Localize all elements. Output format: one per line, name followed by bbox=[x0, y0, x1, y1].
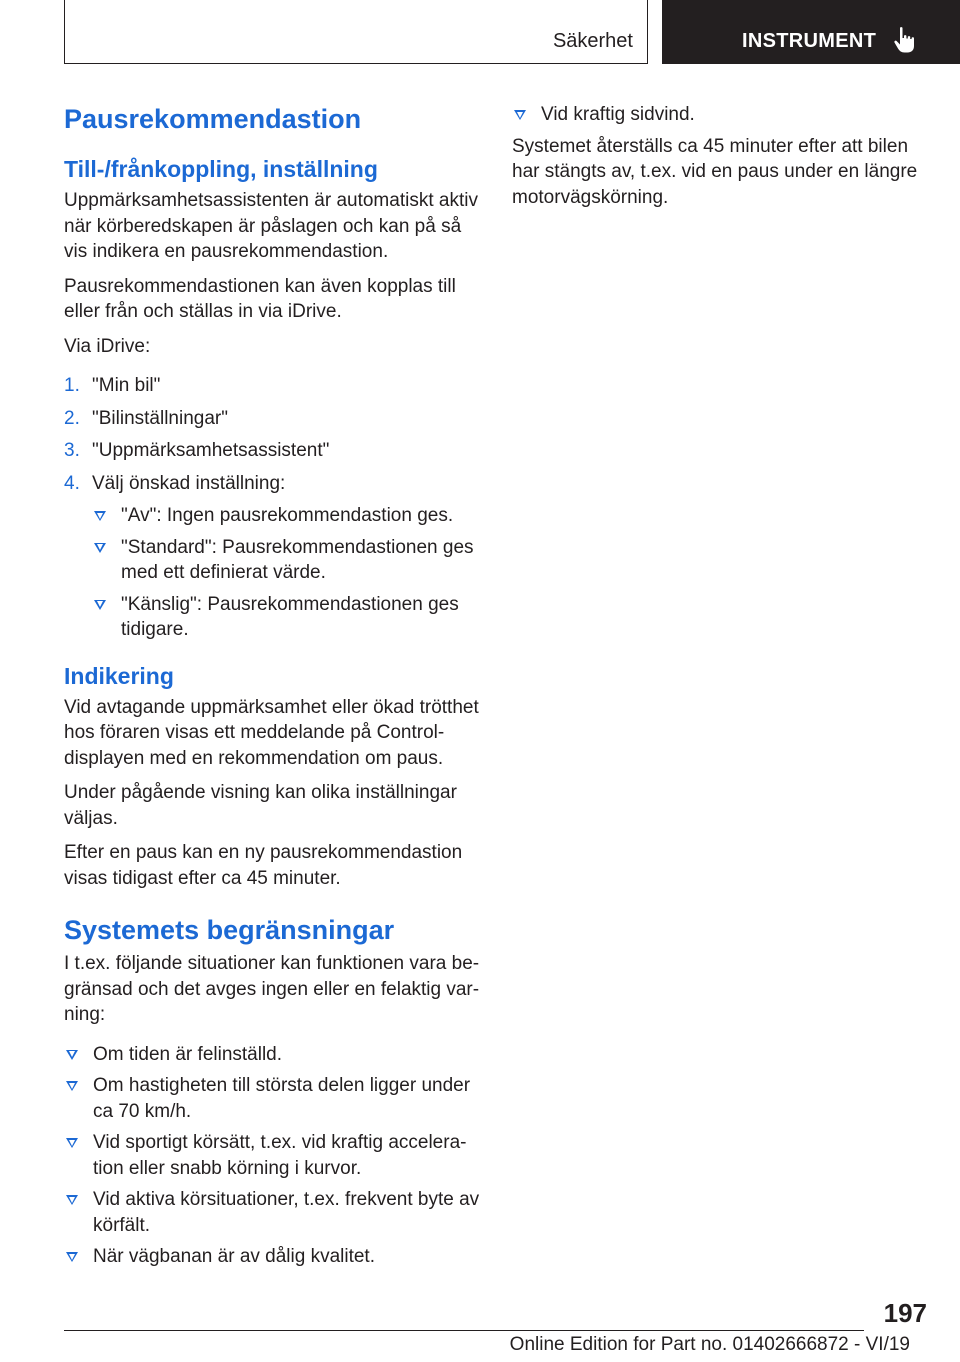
header-section-tab bbox=[64, 0, 648, 64]
paragraph: Vid avtagande uppmärksamhet eller ökad trötthet hos föraren visas ett meddelande på Control-displayen med en rekommendation om paus. bbox=[64, 696, 479, 769]
subheading-display: Indikering bbox=[64, 662, 174, 689]
paragraph: Pausrekommendastionen kan även kopplas till eller från och ställas in via iDrive. bbox=[64, 275, 456, 322]
paragraph: Under pågående visning kan olika inställningar väljas. bbox=[64, 782, 457, 829]
limits-list-continued bbox=[512, 102, 922, 128]
triangle-bullet-icon bbox=[94, 543, 106, 553]
paragraph: Systemet återställs ca 45 minuter efter att bilen har stängts av, t.ex. vid en paus under en längre motorvägskörning. bbox=[512, 135, 918, 208]
left-column bbox=[64, 102, 482, 1276]
list-item bbox=[64, 438, 482, 464]
footer-edition: Online Edition for Part no. 01402666872 - VI/19 bbox=[509, 1334, 910, 1355]
pointing-hand-icon bbox=[893, 26, 919, 54]
header-chapter-label: INSTRUMENT bbox=[742, 30, 877, 52]
step-number: 1. bbox=[64, 375, 80, 396]
list-item bbox=[64, 373, 482, 399]
list-item bbox=[64, 406, 482, 432]
list-item bbox=[92, 535, 482, 586]
limits-list bbox=[64, 1042, 482, 1270]
paragraph: Via iDrive: bbox=[64, 335, 151, 357]
step-text: Välj önskad inställning: bbox=[92, 472, 286, 494]
option-text: "Känslig": Pausrekommendastionen ges tidigare. bbox=[121, 593, 459, 640]
limit-text: När vägbanan är av dålig kvalitet. bbox=[93, 1246, 375, 1267]
triangle-bullet-icon bbox=[66, 1195, 78, 1205]
triangle-bullet-icon bbox=[66, 1050, 78, 1060]
list-item bbox=[64, 1130, 482, 1181]
limit-text: Vid kraftig sidvind. bbox=[541, 104, 695, 125]
step-number: 2. bbox=[64, 407, 80, 429]
triangle-bullet-icon bbox=[66, 1081, 78, 1091]
triangle-bullet-icon bbox=[94, 511, 106, 521]
list-item bbox=[92, 592, 482, 643]
triangle-bullet-icon bbox=[514, 110, 526, 120]
setting-options-list bbox=[92, 503, 482, 643]
paragraph: Uppmärksamhetsassistenten är automatiskt aktiv när körberedskapen är påslagen och kan på så vis indikera en pausrekommendastion. bbox=[64, 190, 478, 262]
paragraph: Efter en paus kan en ny pausrekommendastion visas tidigast efter ca 45 minuter. bbox=[64, 842, 463, 889]
list-item bbox=[64, 1042, 482, 1068]
triangle-bullet-icon bbox=[94, 600, 106, 610]
option-text: "Av": Ingen pausrekommendastion ges. bbox=[121, 505, 454, 526]
idrive-steps-list bbox=[64, 373, 482, 496]
step-text: "Uppmärksamhetsassistent" bbox=[92, 440, 330, 461]
triangle-bullet-icon bbox=[66, 1252, 78, 1262]
list-item bbox=[64, 471, 482, 497]
section-title: Pausrekommendastion bbox=[64, 104, 362, 134]
option-text: "Standard": Pausrekommendastionen ges med ett definierat värde. bbox=[121, 536, 474, 583]
step-number: 3. bbox=[64, 440, 80, 461]
list-item bbox=[64, 1073, 482, 1124]
step-text: "Bilinställningar" bbox=[92, 407, 228, 429]
limits-title: Systemets begränsningar bbox=[64, 915, 395, 945]
paragraph: I t.ex. följande situationer kan funktionen vara begränsad och det avges ingen eller en felaktig varning: bbox=[64, 953, 480, 1025]
limit-text: Om tiden är felinställd. bbox=[93, 1043, 283, 1065]
step-number: 4. bbox=[64, 472, 80, 494]
subheading-toggle: Till-/frånkoppling, inställning bbox=[64, 156, 378, 182]
footer-divider bbox=[64, 1330, 864, 1331]
limit-text: Vid aktiva körsituationer, t.ex. frekvent byte av körfält. bbox=[93, 1189, 480, 1236]
list-item bbox=[64, 1244, 482, 1270]
step-text: "Min bil" bbox=[92, 375, 161, 396]
right-column bbox=[512, 102, 922, 219]
list-item bbox=[512, 102, 922, 128]
header-section-label: Säkerhet bbox=[552, 30, 633, 52]
limit-text: Vid sportigt körsätt, t.ex. vid kraftig acceleration eller snabb körning i kurvor. bbox=[93, 1132, 467, 1179]
limit-text: Om hastigheten till största delen ligger under ca 70 km/h. bbox=[93, 1075, 471, 1122]
page-number: 197 bbox=[883, 1298, 927, 1328]
list-item bbox=[64, 1187, 482, 1238]
list-item bbox=[92, 503, 482, 529]
triangle-bullet-icon bbox=[66, 1138, 78, 1148]
